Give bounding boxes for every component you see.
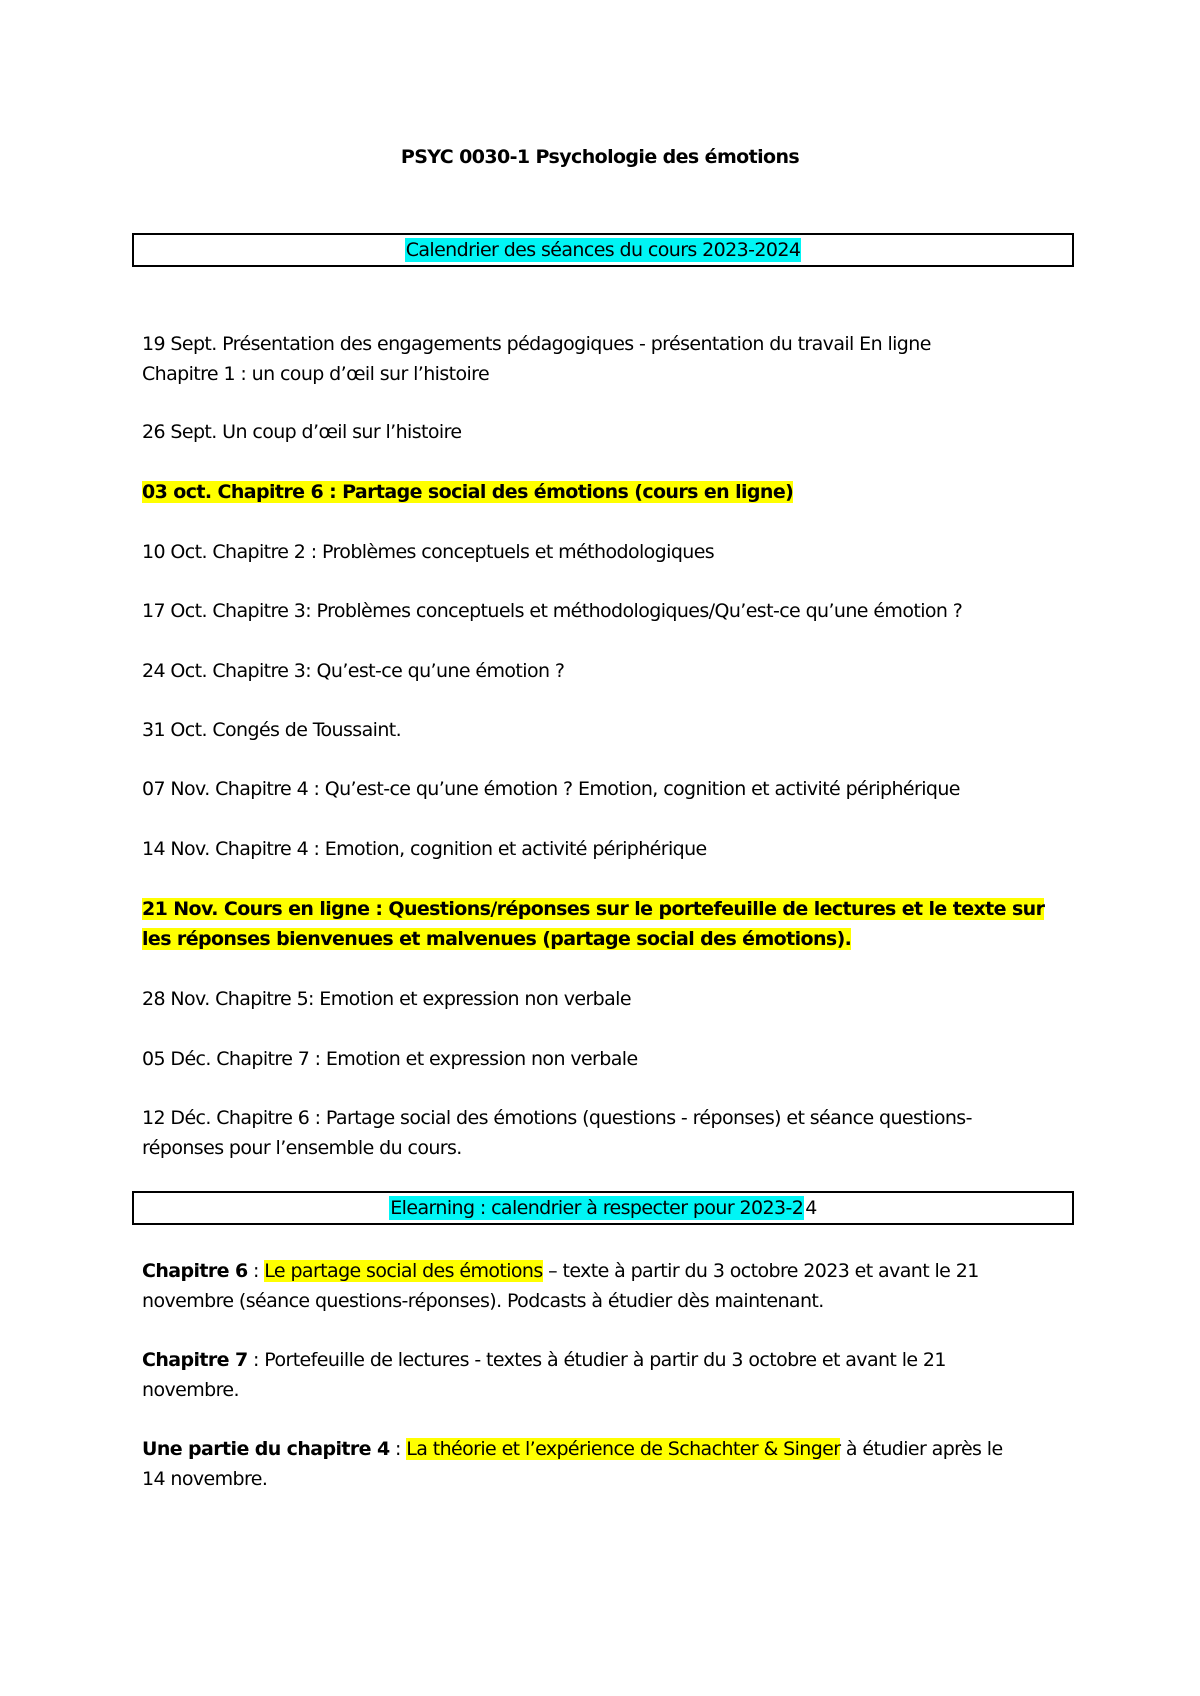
- elearning-text: – texte à partir du 3 octobre 2023 et avant le 21: [542, 1260, 979, 1282]
- session-05-dec: 05 Déc. Chapitre 7 : Emotion et expression non verbale: [142, 1048, 638, 1070]
- session-12-dec-line-1: 12 Déc. Chapitre 6 : Partage social des émotions (questions - réponses) et séance questions-: [142, 1107, 972, 1129]
- elearning-chapter-label: Une partie du chapitre 4: [142, 1438, 390, 1460]
- elearning-item-chapitre-6-line-1: [142, 1257, 1082, 1286]
- session-21-nov-line-2-text: les réponses bienvenues et malvenues (partage social des émotions).: [142, 928, 852, 950]
- session-07-nov: 07 Nov. Chapitre 4 : Qu’est-ce qu’une émotion ? Emotion, cognition et activité périphérique: [142, 778, 960, 800]
- elearning-heading-box: [132, 1191, 1074, 1225]
- elearning-topic: La théorie et l’expérience de Schachter & Singer: [406, 1438, 841, 1460]
- elearning-separator: :: [389, 1438, 407, 1460]
- session-31-oct: 31 Oct. Congés de Toussaint.: [142, 719, 402, 741]
- elearning-item-chapitre-4-line-2: 14 novembre.: [142, 1468, 268, 1490]
- session-12-dec-line-2: réponses pour l’ensemble du cours.: [142, 1137, 462, 1159]
- session-17-oct: 17 Oct. Chapitre 3: Problèmes conceptuels et méthodologiques/Qu’est-ce qu’une émotion ?: [142, 600, 963, 622]
- elearning-item-chapitre-7-line-1: [142, 1346, 1082, 1375]
- page-title: PSYC 0030-1 Psychologie des émotions: [400, 146, 800, 168]
- elearning-item-chapitre-6-line-2: novembre (séance questions-réponses). Podcasts à étudier dès maintenant.: [142, 1290, 824, 1312]
- elearning-chapter-label: Chapitre 7: [142, 1349, 248, 1371]
- calendar-heading-box: [132, 233, 1074, 267]
- elearning-item-chapitre-7-line-2: novembre.: [142, 1379, 239, 1401]
- elearning-chapter-label: Chapitre 6: [142, 1260, 248, 1282]
- session-21-nov-line-1: [142, 895, 1082, 924]
- elearning-text: Portefeuille de lectures - textes à étudier à partir du 3 octobre et avant le 21: [264, 1349, 946, 1371]
- calendar-heading: Calendrier des séances du cours 2023-2024: [405, 239, 801, 261]
- session-19-sept-line-2: Chapitre 1 : un coup d’œil sur l’histoire: [142, 363, 490, 385]
- session-03-oct: [142, 478, 1082, 507]
- elearning-text: à étudier après le: [840, 1438, 1003, 1460]
- session-10-oct: 10 Oct. Chapitre 2 : Problèmes conceptuels et méthodologiques: [142, 541, 715, 563]
- session-28-nov: 28 Nov. Chapitre 5: Emotion et expression non verbale: [142, 988, 631, 1010]
- session-24-oct: 24 Oct. Chapitre 3: Qu’est-ce qu’une émotion ?: [142, 660, 565, 682]
- session-21-nov-line-1-text: 21 Nov. Cours en ligne : Questions/réponses sur le portefeuille de lectures et le texte sur: [142, 898, 1045, 920]
- session-14-nov: 14 Nov. Chapitre 4 : Emotion, cognition et activité périphérique: [142, 838, 707, 860]
- elearning-separator: :: [247, 1349, 265, 1371]
- elearning-topic: Le partage social des émotions: [264, 1260, 543, 1282]
- session-03-oct-text: 03 oct. Chapitre 6 : Partage social des émotions (cours en ligne): [142, 481, 794, 503]
- elearning-heading-tail: 4: [805, 1197, 817, 1219]
- elearning-separator: :: [247, 1260, 265, 1282]
- elearning-heading: Elearning : calendrier à respecter pour 2023-2: [390, 1197, 804, 1219]
- session-26-sept: 26 Sept. Un coup d’œil sur l’histoire: [142, 421, 462, 443]
- session-19-sept-line-1: 19 Sept. Présentation des engagements pédagogiques - présentation du travail En ligne: [142, 333, 931, 355]
- session-21-nov-line-2: [142, 925, 1082, 954]
- elearning-item-chapitre-4-line-1: [142, 1435, 1082, 1464]
